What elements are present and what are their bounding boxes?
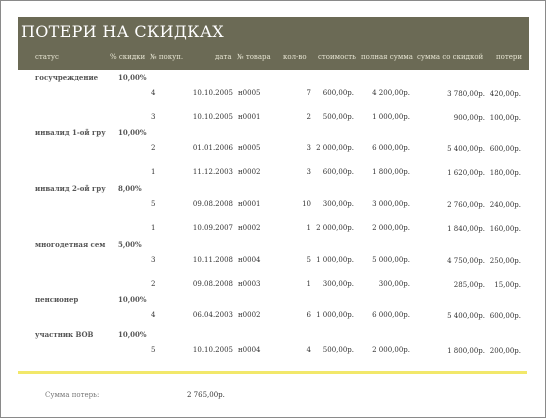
cell-purchase-no: 4 xyxy=(151,89,156,97)
column-header-status: статус xyxy=(35,53,59,61)
total-losses-label: Сумма потерь: xyxy=(45,391,100,399)
cell-date: 06.04.2003 xyxy=(192,311,233,319)
cell-quantity: 2 xyxy=(306,113,311,121)
cell-product-no: н0004 xyxy=(238,346,261,354)
cell-quantity: 10 xyxy=(302,200,311,208)
cell-losses: 240,00р. xyxy=(489,201,521,209)
cell-discounted-sum: 900,00р. xyxy=(453,114,485,122)
cell-discounted-sum: 5 400,00р. xyxy=(447,312,485,320)
cell-losses: 160,00р. xyxy=(489,225,521,233)
cell-discounted-sum: 1 620,00р. xyxy=(447,169,485,177)
cell-date: 09.08.2008 xyxy=(192,200,233,208)
group-discount: 8,00% xyxy=(118,184,142,193)
group-discount: 10,00% xyxy=(118,73,147,82)
column-header-discount: % скидки xyxy=(110,53,146,61)
column-header-date: дата xyxy=(215,53,232,61)
cell-date: 09.08.2008 xyxy=(192,280,233,288)
report-header xyxy=(18,17,529,70)
cell-quantity: 1 xyxy=(306,280,311,288)
column-header-full-sum: полная сумма xyxy=(361,53,413,61)
cell-purchase-no: 3 xyxy=(151,113,156,121)
cell-price: 1 000,00р. xyxy=(316,256,354,264)
cell-discounted-sum: 1 800,00р. xyxy=(447,347,485,355)
cell-price: 2 000,00р. xyxy=(316,144,354,152)
cell-losses: 200,00р. xyxy=(489,347,521,355)
cell-discounted-sum: 5 400,00р. xyxy=(447,145,485,153)
cell-price: 500,00р. xyxy=(322,113,354,121)
cell-full-sum: 1 800,00р. xyxy=(372,168,410,176)
cell-full-sum: 1 000,00р. xyxy=(372,113,410,121)
cell-full-sum: 4 200,00р. xyxy=(372,89,410,97)
group-status: инвалид 1-ой гру xyxy=(35,128,106,137)
cell-purchase-no: 3 xyxy=(151,256,156,264)
cell-losses: 600,00р. xyxy=(489,312,521,320)
cell-full-sum: 6 000,00р. xyxy=(372,311,410,319)
cell-quantity: 3 xyxy=(306,144,311,152)
total-losses-value: 2 765,00р. xyxy=(187,391,225,399)
cell-purchase-no: 5 xyxy=(151,346,156,354)
cell-discounted-sum: 1 840,00р. xyxy=(447,225,485,233)
cell-purchase-no: 1 xyxy=(151,224,156,232)
cell-product-no: н0005 xyxy=(238,89,261,97)
column-header-discounted-sum: сумма со скидкой xyxy=(417,53,484,61)
cell-price: 600,00р. xyxy=(322,168,354,176)
cell-price: 500,00р. xyxy=(322,346,354,354)
cell-price: 300,00р. xyxy=(322,280,354,288)
group-status: пенсионер xyxy=(35,295,79,304)
group-discount: 5,00% xyxy=(118,240,142,249)
cell-product-no: н0004 xyxy=(238,256,261,264)
cell-purchase-no: 5 xyxy=(151,200,156,208)
cell-losses: 600,00р. xyxy=(489,145,521,153)
cell-date: 11.12.2003 xyxy=(192,168,233,176)
cell-quantity: 3 xyxy=(306,168,311,176)
cell-full-sum: 300,00р. xyxy=(378,280,410,288)
cell-discounted-sum: 285,00р. xyxy=(453,281,485,289)
cell-full-sum: 2 000,00р. xyxy=(372,346,410,354)
cell-date: 01.01.2006 xyxy=(192,144,233,152)
column-header-price: стоимость xyxy=(318,53,356,61)
cell-product-no: н0001 xyxy=(238,113,261,121)
cell-quantity: 6 xyxy=(306,311,311,319)
cell-product-no: н0003 xyxy=(238,280,261,288)
cell-purchase-no: 1 xyxy=(151,168,156,176)
cell-discounted-sum: 4 750,00р. xyxy=(447,257,485,265)
group-status: госучреждение xyxy=(35,73,99,82)
cell-purchase-no: 2 xyxy=(151,144,156,152)
cell-product-no: н0002 xyxy=(238,224,261,232)
cell-quantity: 1 xyxy=(306,224,311,232)
cell-losses: 420,00р. xyxy=(489,90,521,98)
cell-full-sum: 5 000,00р. xyxy=(372,256,410,264)
cell-losses: 100,00р. xyxy=(489,114,521,122)
footer-divider xyxy=(18,371,527,374)
cell-quantity: 4 xyxy=(306,346,311,354)
cell-discounted-sum: 3 780,00р. xyxy=(447,90,485,98)
cell-discounted-sum: 2 760,00р. xyxy=(447,201,485,209)
cell-full-sum: 6 000,00р. xyxy=(372,144,410,152)
column-header-purchase-no: № покуп. xyxy=(150,53,184,61)
cell-product-no: н0002 xyxy=(238,311,261,319)
cell-quantity: 5 xyxy=(306,256,311,264)
cell-price: 1 000,00р. xyxy=(316,311,354,319)
cell-price: 2 000,00р. xyxy=(316,224,354,232)
cell-product-no: н0001 xyxy=(238,200,261,208)
group-discount: 10,00% xyxy=(118,295,147,304)
cell-quantity: 7 xyxy=(306,89,311,97)
group-discount: 10,00% xyxy=(118,128,147,137)
cell-date: 10.11.2008 xyxy=(192,256,233,264)
column-header-losses: потери xyxy=(496,53,523,61)
group-status: участник ВОВ xyxy=(35,330,94,339)
group-status: инвалид 2-ой гру xyxy=(35,184,106,193)
cell-full-sum: 2 000,00р. xyxy=(372,224,410,232)
group-status: многодетная сем xyxy=(35,240,106,249)
report-title: ПОТЕРИ НА СКИДКАХ xyxy=(21,22,224,41)
cell-date: 10.10.2005 xyxy=(192,89,233,97)
cell-losses: 250,00р. xyxy=(489,257,521,265)
column-header-product-no: № товара xyxy=(237,53,271,61)
cell-product-no: н0002 xyxy=(238,168,261,176)
cell-product-no: н0005 xyxy=(238,144,261,152)
column-header-quantity: кол-во xyxy=(283,53,307,61)
cell-price: 600,00р. xyxy=(322,89,354,97)
cell-purchase-no: 2 xyxy=(151,280,156,288)
cell-purchase-no: 4 xyxy=(151,311,156,319)
group-discount: 10,00% xyxy=(118,330,147,339)
cell-date: 10.10.2005 xyxy=(192,113,233,121)
cell-full-sum: 3 000,00р. xyxy=(372,200,410,208)
cell-date: 10.10.2005 xyxy=(192,346,233,354)
cell-losses: 180,00р. xyxy=(489,169,521,177)
cell-losses: 15,00р. xyxy=(494,281,521,289)
cell-price: 300,00р. xyxy=(322,200,354,208)
cell-date: 10.09.2007 xyxy=(192,224,233,232)
